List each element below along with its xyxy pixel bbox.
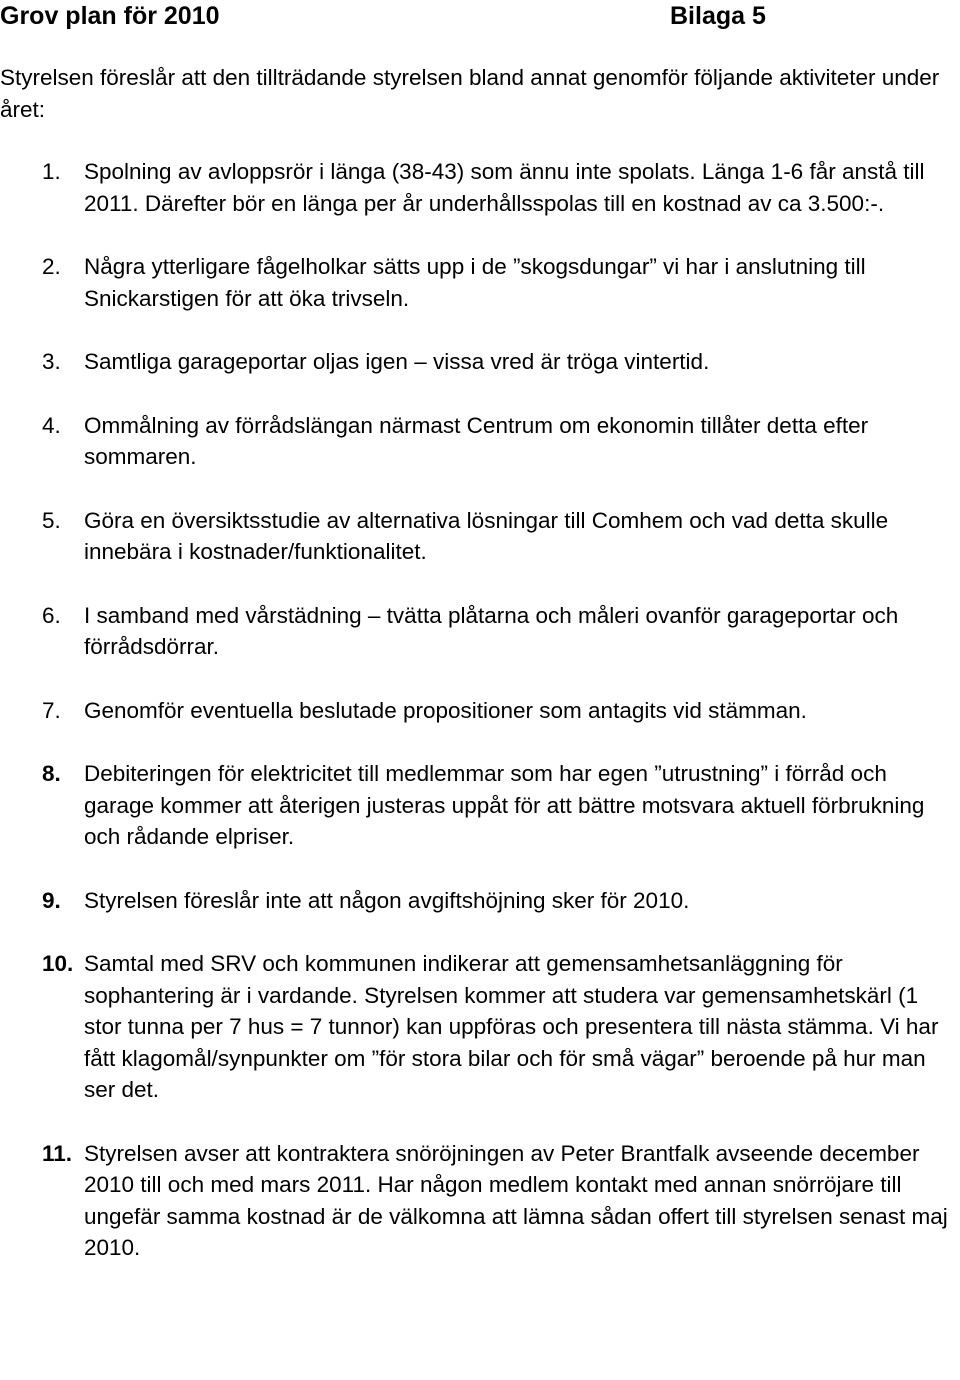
list-item: [0, 1138, 960, 1264]
list-item: [0, 346, 960, 378]
list-item: [0, 695, 960, 727]
item-number: 1.: [42, 159, 61, 184]
item-text: Styrelsen föreslår inte att någon avgiftshöjning sker för 2010.: [84, 887, 690, 913]
item-number: 10.: [42, 951, 74, 976]
item-text: Debiteringen för elektricitet till medlemmar som har egen ”utrustning” i förråd och garage kommer att återigen justeras uppåt för att bättre motsvara aktuell förbrukning och rådande elpriser.: [84, 761, 925, 849]
item-number: 8.: [42, 761, 61, 786]
item-text: Styrelsen avser att kontraktera snöröjningen av Peter Brantfalk avseende december 2010 till och med mars 2011. Har någon medlem kontakt med annan snörröjare till ungefär samma kostnad är de välkomna att lämna sådan offert till styrelsen senast maj 2010.: [84, 1140, 948, 1260]
item-number: 7.: [42, 697, 61, 723]
list-item: [0, 758, 960, 853]
activity-list: [0, 156, 960, 1296]
item-number: 5.: [42, 507, 61, 533]
item-text: Genomför eventuella beslutade propositioner som antagits vid stämman.: [84, 697, 807, 723]
item-text: Spolning av avloppsrör i länga (38-43) som ännu inte spolats. Länga 1-6 får anstå till 2011. Därefter bör en länga per år underhållsspolas till en kostnad av ca 3.500:-.: [84, 159, 925, 216]
list-item: [0, 948, 960, 1106]
page-header: [0, 0, 960, 32]
list-item: [0, 251, 960, 314]
list-item: [0, 885, 960, 917]
item-number: 2.: [42, 254, 61, 279]
item-number: 9.: [42, 887, 61, 913]
list-item: [0, 505, 960, 568]
attachment-label: Bilaga 5: [670, 2, 766, 30]
item-text: Samtal med SRV och kommunen indikerar att gemensamhetsanläggning för sophantering är i vardande. Styrelsen kommer att studera var gemensamhetskärl (1 stor tunna per 7 hus = 7 tunnor) kan uppföras och presentera till nästa stämma. Vi har fått klagomål/synpunkter om ”för stora bilar och för små vägar” beroende på hur man ser det.: [84, 951, 939, 1102]
item-number: 6.: [42, 602, 61, 628]
item-number: 11.: [42, 1140, 73, 1166]
list-item: [0, 410, 960, 473]
item-text: Samtliga garageportar oljas igen – vissa vred är tröga vintertid.: [84, 349, 710, 374]
list-item: [0, 600, 960, 663]
intro-paragraph: Styrelsen föreslår att den tillträdande styrelsen bland annat genomför följande aktiviteter under året:: [0, 65, 940, 122]
item-text: Ommålning av förrådslängan närmast Centrum om ekonomin tillåter detta efter sommaren.: [84, 412, 869, 469]
list-item: [0, 156, 960, 219]
document-title: Grov plan för 2010: [0, 2, 220, 30]
item-number: 3.: [42, 349, 61, 374]
item-number: 4.: [42, 412, 61, 438]
item-text: I samband med vårstädning – tvätta plåtarna och måleri ovanför garageportar och förrådsdörrar.: [84, 602, 899, 659]
item-text: Några ytterligare fågelholkar sätts upp i de ”skogsdungar” vi har i anslutning till Snickarstigen för att öka trivseln.: [84, 254, 866, 311]
item-text: Göra en översiktsstudie av alternativa lösningar till Comhem och vad detta skulle innebära i kostnader/funktionalitet.: [84, 507, 889, 564]
